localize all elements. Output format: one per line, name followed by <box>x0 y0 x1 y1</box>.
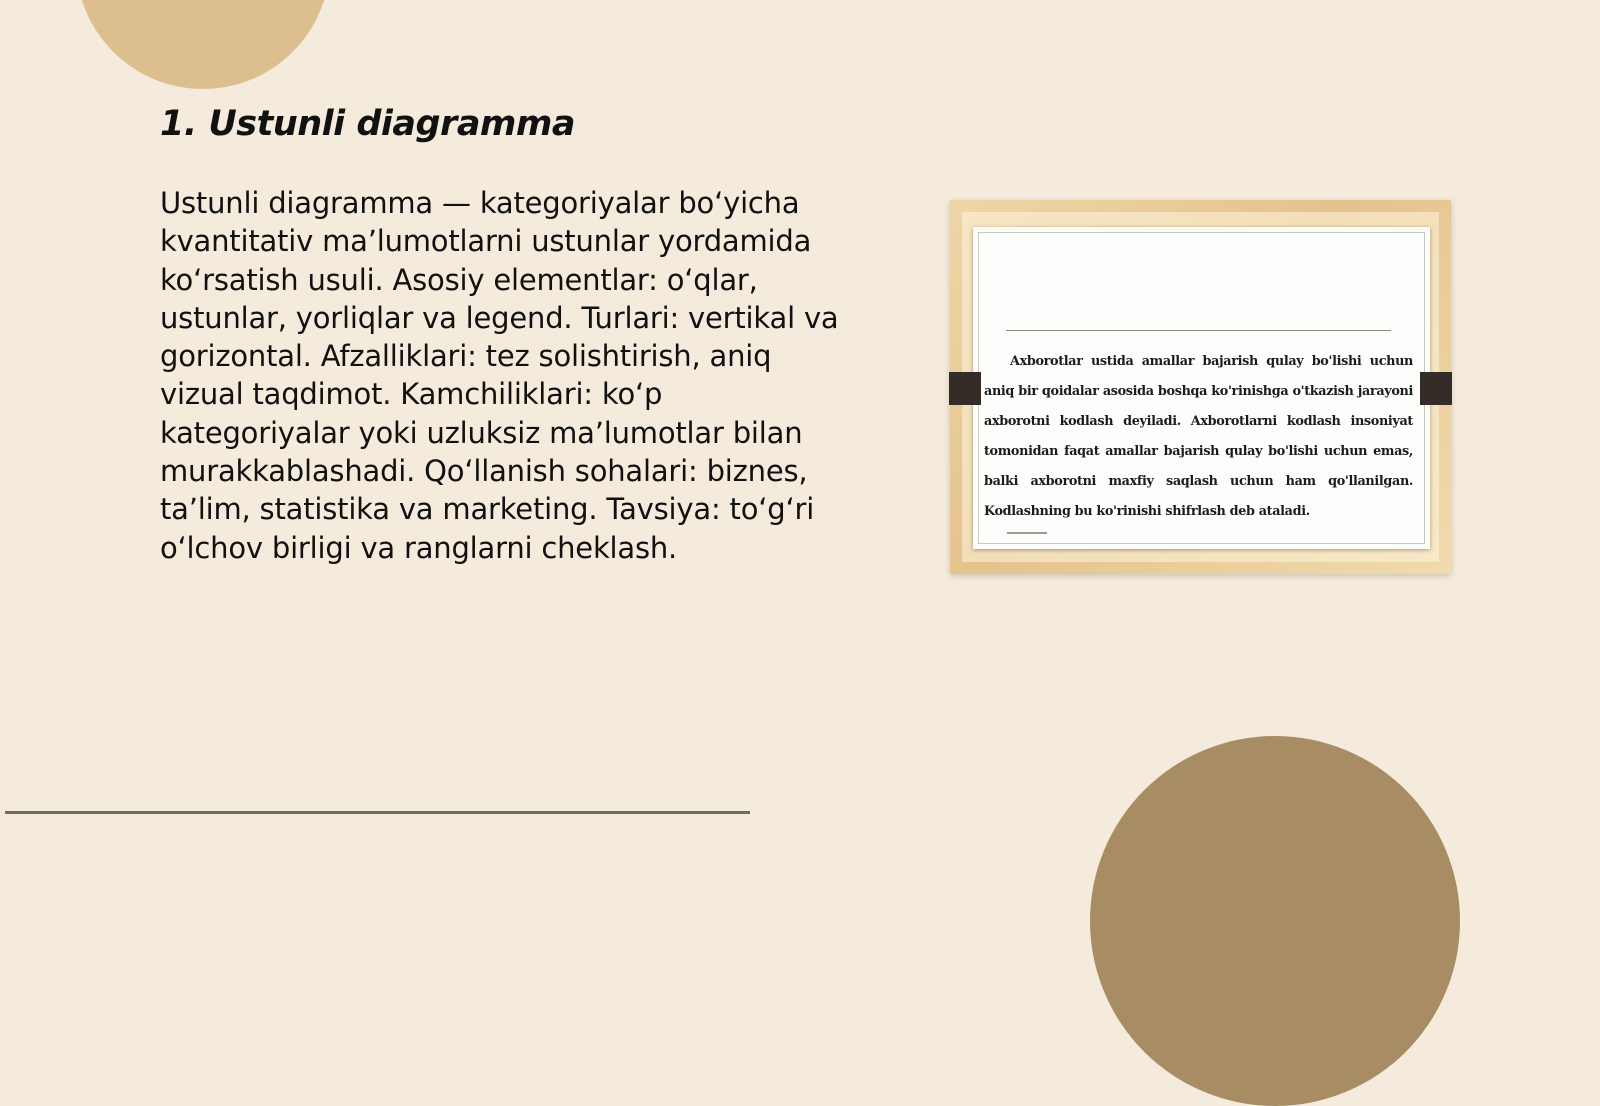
paper-rule-line <box>1006 330 1391 331</box>
framed-paper <box>973 227 1430 549</box>
decorative-circle-bottom <box>1090 736 1460 1106</box>
slide-title: 1. Ustunli diagramma <box>160 104 575 144</box>
framed-image <box>950 200 1451 574</box>
frame-clip-right <box>1420 372 1452 405</box>
slide-body-text: Ustunli diagramma — kategoriyalar bo‘yicha kvantitativ ma’lumotlarni ustunlar yordamida ko‘rsatish usuli. Asosiy elementlar: o‘qlar, ustunlar, yorliqlar va legend. Turlari: vertikal va gorizontal. Afzalliklari: tez solishtirish, aniq vizual taqdimot. Kamchiliklari: ko‘p kategoriyalar yoki uzluksiz ma’lumotlar bilan murakkablashadi. Qo‘llanish sohalari: biznes, ta’lim, statistika va marketing. Tavsiya: to‘g‘ri o‘lchov birligi va ranglarni cheklash. <box>160 186 839 565</box>
framed-paper-text: Axborotlar ustida amallar bajarish qulay bo'lishi uchun aniq bir qoidalar asosida boshqa ko'rinishga o'tkazish jarayoni axborotni kodlash deyiladi. Axborotlarni kodlash insoniyat tomonidan faqat amallar bajarish qulay bo'lishi uchun emas, balki axborotni maxfiy saqlash uchun ham qo'llanilgan. Kodlashning bu ko'rinishi shifrlash deb ataladi. <box>984 354 1413 519</box>
divider-line <box>5 811 750 814</box>
frame-clip-left <box>949 372 981 405</box>
decorative-circle-top <box>76 0 330 89</box>
paper-footnote-mark <box>1007 532 1047 534</box>
